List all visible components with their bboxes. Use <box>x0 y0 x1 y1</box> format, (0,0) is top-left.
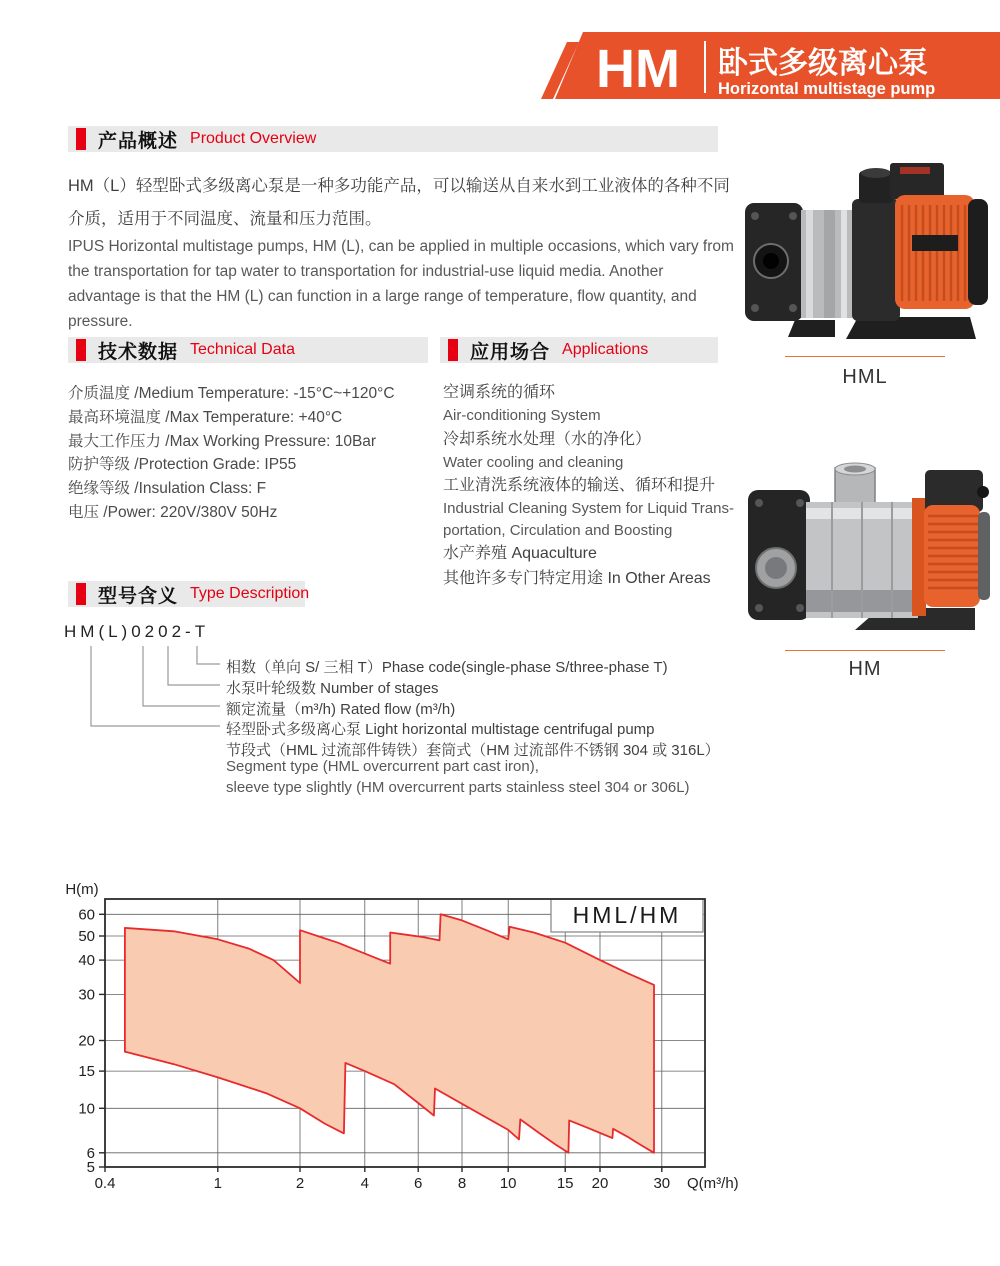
list-item: 其他许多专门特定用途 In Other Areas <box>443 570 711 587</box>
type-description-diagram <box>60 620 750 810</box>
svg-text:1: 1 <box>213 1175 222 1192</box>
red-block-icon <box>76 583 86 605</box>
list-item: 防护等级 /Protection Grade: IP55 <box>68 456 297 474</box>
photo-divider <box>785 356 945 357</box>
list-item: Air-conditioning System <box>443 407 601 424</box>
svg-text:60: 60 <box>78 906 95 924</box>
svg-text:20: 20 <box>591 1175 609 1192</box>
svg-text:6: 6 <box>414 1175 423 1192</box>
list-item: 冷却系统水处理（水的净化） <box>443 430 652 448</box>
svg-text:50: 50 <box>78 928 95 945</box>
section-title-en: Technical Data <box>190 341 295 358</box>
model-code-row: sleeve type slightly (HM overcurrent parts stainless steel 304 or 306L) <box>226 779 690 796</box>
svg-text:20: 20 <box>78 1032 95 1050</box>
pump-photo-hm <box>740 450 990 650</box>
banner-model: HM <box>596 39 680 99</box>
svg-text:2: 2 <box>295 1175 305 1192</box>
list-item: 绝缘等级 /Insulation Class: F <box>68 480 267 498</box>
svg-text:10: 10 <box>499 1175 517 1192</box>
list-item: 电压 /Power: 220V/380V 50Hz <box>68 503 278 521</box>
model-code-row: 水泵叶轮级数 Number of stages <box>226 680 439 697</box>
svg-text:30: 30 <box>78 986 95 1004</box>
section-header-type <box>68 581 310 607</box>
overview-paragraph-en: IPUS Horizontal multistage pumps, HM (L), can be applied in multiple occasions, which vary from the transportation for tap water to transportation for industrial-use liquid media. Another advantage is that the HM (L) can function in a large range of temperature, flow quantity, and pressure. <box>68 238 734 330</box>
section-title-zh: 产品概述 <box>98 130 179 152</box>
list-item: 工业清洗系统液体的输送、循环和提升 <box>443 477 716 494</box>
svg-text:4: 4 <box>360 1175 369 1192</box>
svg-text:15: 15 <box>78 1063 95 1081</box>
technical-data-list <box>68 382 438 525</box>
list-item: 空调系统的循环 <box>443 384 556 401</box>
red-block-icon <box>448 339 458 361</box>
product-label-hml: HML <box>842 366 888 388</box>
svg-text:40: 40 <box>78 952 95 970</box>
performance-chart <box>55 870 755 1215</box>
model-code: HM(L)0202-T <box>64 622 210 641</box>
banner-title-zh: 卧式多级离心泵 <box>718 47 928 80</box>
red-block-icon <box>76 339 86 361</box>
list-item: Industrial Cleaning System for Liquid Trans- <box>443 500 734 517</box>
model-code-row: 相数（单向 S/ 三相 T）Phase code(single-phase S/three-phase T) <box>226 659 668 676</box>
overview-paragraph-zh: HM（L）轻型卧式多级离心泵是一种多功能产品，可以输送从自来水到工业液体的各种不同介质，适用于不同温度、流量和压力范围。 <box>68 177 730 228</box>
svg-text:5: 5 <box>86 1159 95 1176</box>
section-header-overview <box>68 126 718 152</box>
model-code-row: Segment type (HML overcurrent part cast iron), <box>226 758 539 775</box>
model-code-row: 额定流量（m³/h) Rated flow (m³/h) <box>226 701 456 718</box>
svg-text:H(m): H(m) <box>65 881 99 898</box>
list-item: Water cooling and cleaning <box>443 453 624 471</box>
section-title-zh: 型号含义 <box>98 585 179 607</box>
list-item: portation, Circulation and Boosting <box>443 521 673 539</box>
svg-text:30: 30 <box>653 1175 671 1192</box>
svg-text:6: 6 <box>86 1144 95 1162</box>
svg-text:10: 10 <box>78 1100 95 1118</box>
photo-divider <box>785 650 945 651</box>
section-title-en: Product Overview <box>190 130 317 147</box>
section-title-zh: 应用场合 <box>470 341 551 363</box>
section-header-applications <box>440 337 718 363</box>
svg-text:Q(m³/h): Q(m³/h) <box>687 1175 739 1192</box>
product-label-hm: HM <box>848 658 882 680</box>
model-code-row: 轻型卧式多级离心泵 Light horizontal multistage centrifugal pump <box>226 721 655 738</box>
model-code-row: 节段式（HML 过流部件铸铁）套筒式（HM 过流部件不锈钢 304 或 316L） <box>226 742 720 759</box>
red-block-icon <box>76 128 86 150</box>
pump-photo-hml <box>740 155 990 355</box>
section-title-en: Type Description <box>190 585 310 602</box>
svg-text:8: 8 <box>457 1175 467 1192</box>
section-title-zh: 技术数据 <box>98 341 179 363</box>
svg-text:0.4: 0.4 <box>94 1175 116 1192</box>
svg-text:15: 15 <box>556 1175 574 1192</box>
section-title-en: Applications <box>562 341 649 358</box>
list-item: 最高环境温度 /Max Temperature: +40°C <box>68 408 343 426</box>
list-item: 水产养殖 Aquaculture <box>443 545 597 562</box>
svg-text:HML/HM: HML/HM <box>572 902 682 928</box>
list-item: 介质温度 /Medium Temperature: -15°C~+120°C <box>68 385 395 402</box>
header-banner <box>500 25 1000 105</box>
section-header-technical <box>68 337 428 363</box>
banner-title-en: Horizontal multistage pump <box>718 80 936 98</box>
list-item: 最大工作压力 /Max Working Pressure: 10Bar <box>68 432 377 450</box>
applications-list <box>443 380 743 591</box>
